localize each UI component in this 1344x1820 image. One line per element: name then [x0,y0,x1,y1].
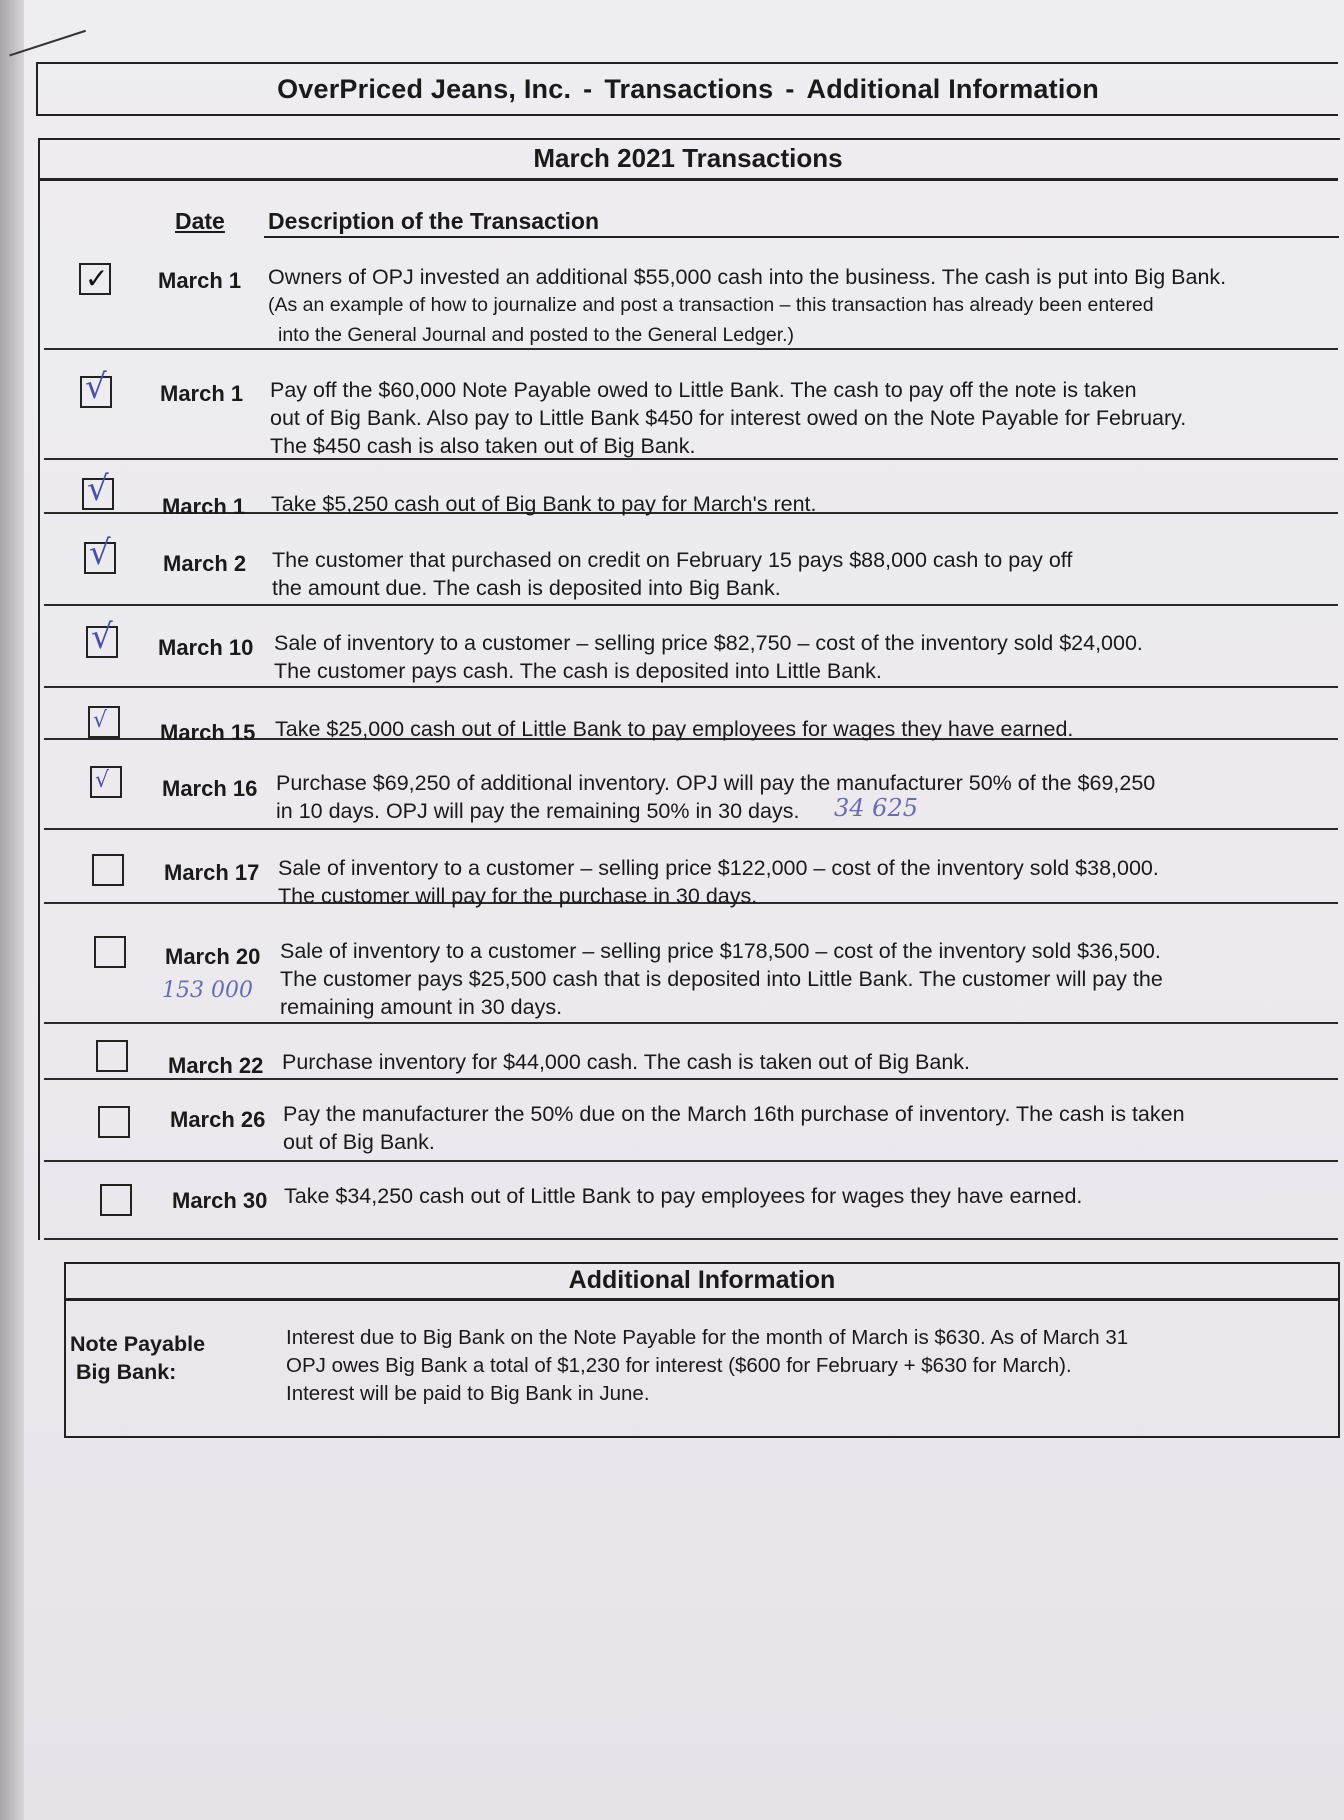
transaction-description: Purchase inventory for $44,000 cash. The cash is taken out of Big Bank. [282,1050,971,1074]
transaction-date: March 16 [162,776,258,801]
label-line: Note Payable [70,1332,206,1356]
transaction-description: Sale of inventory to a customer – selling price $122,000 – cost of the inventory sold $38,000. [278,856,1159,880]
transaction-description: Sale of inventory to a customer – selling price $178,500 – cost of the inventory sold $36,500. [280,939,1161,963]
handwritten-note: 153 000 [162,978,253,1003]
transaction-date: March 17 [164,860,260,885]
row-checkbox[interactable] [100,1184,132,1216]
additional-info-text [286,1324,1128,1408]
date-column-header: Date [175,208,225,234]
transaction-description: into the General Journal and posted to the General Ledger.) [278,324,795,346]
row-checkbox[interactable] [80,367,112,408]
transaction-description: in 10 days. OPJ will pay the remaining 50% in 30 days. [276,799,800,823]
pen-mark-icon: √ [95,768,110,793]
handwritten-note: 34 625 [834,794,918,822]
additional-info-header: Additional Information [64,1262,1340,1301]
transaction-description: Take $25,000 cash out of Little Bank to pay employees for wages they have earned. [275,717,1074,741]
transaction-date: March 1 [162,494,246,519]
row-checkbox[interactable] [90,766,122,798]
info-line: OPJ owes Big Bank a total of $1,230 for interest ($600 for February + $630 for March). [286,1354,1072,1377]
pen-mark-icon: √ [93,708,108,733]
transaction-description: The customer pays $25,500 cash that is deposited into Little Bank. The customer will pay the [280,967,1163,991]
document-title [36,62,1338,116]
transaction-description: out of Big Bank. Also pay to Little Bank $450 for interest owed on the Note Payable for February. [270,406,1187,430]
transaction-description: remaining amount in 30 days. [280,995,563,1019]
company-name: OverPriced Jeans, Inc. [277,73,572,104]
row-checkbox[interactable] [96,1040,128,1072]
transaction-description: Purchase $69,250 of additional inventory. OPJ will pay the manufacturer 50% of the $69,250 [276,771,1156,795]
title-separator: - [583,73,593,104]
transaction-description: Pay the manufacturer the 50% due on the March 16th purchase of inventory. The cash is taken [283,1102,1185,1126]
label-line: Big Bank: [76,1360,177,1384]
pen-check-icon: √ [87,469,109,509]
transaction-description: Take $34,250 cash out of Little Bank to pay employees for wages they have earned. [284,1184,1083,1208]
page-edge-shadow [0,0,24,1820]
transaction-date: March 30 [172,1188,268,1213]
transaction-date: March 22 [168,1053,264,1078]
transaction-date: March 1 [158,268,242,293]
transaction-description: Owners of OPJ invested an additional $55,000 cash into the business. The cash is put into Big Bank. [268,265,1227,289]
title-additional: Additional Information [806,73,1099,104]
title-separator: - [785,73,795,104]
check-icon: ✓ [85,262,109,295]
pen-check-icon: √ [89,533,111,573]
transaction-description: Sale of inventory to a customer – selling price $82,750 – cost of the inventory sold $24,000. [274,631,1143,655]
transaction-date: March 20 [165,944,261,969]
row-checkbox[interactable] [82,469,114,510]
row-checkbox[interactable] [86,617,118,658]
pen-check-icon: √ [91,617,113,657]
row-checkbox[interactable] [84,533,116,574]
info-line: Interest due to Big Bank on the Note Payable for the month of March is $630. As of March 31 [286,1326,1129,1349]
transaction-description: (As an example of how to journalize and post a transaction – this transaction has already been entered [268,294,1154,316]
transaction-description: The $450 cash is also taken out of Big Bank. [270,434,696,458]
row-checkbox[interactable] [79,263,111,295]
transaction-description: The customer that purchased on credit on February 15 pays $88,000 cash to pay off [272,548,1073,572]
transaction-description: out of Big Bank. [283,1130,435,1154]
note-payable-label [70,1330,205,1386]
pen-check-icon: √ [85,367,107,407]
transaction-date: March 2 [163,551,247,576]
transactions-header: March 2021 Transactions [38,138,1338,181]
transaction-description: the amount due. The cash is deposited into Big Bank. [272,576,781,600]
transaction-description: The customer will pay for the purchase in 30 days. [278,884,758,908]
transaction-date: March 1 [160,381,244,406]
transaction-description: The customer pays cash. The cash is deposited into Little Bank. [274,659,882,683]
info-line: Interest will be paid to Big Bank in June. [286,1382,650,1405]
transaction-description: Pay off the $60,000 Note Payable owed to Little Bank. The cash to pay off the note is taken [270,378,1137,402]
transaction-description: Take $5,250 cash out of Big Bank to pay for March's rent. [271,492,817,516]
row-checkbox[interactable] [94,936,126,968]
row-checkbox[interactable] [98,1106,130,1138]
transaction-date: March 15 [160,720,256,745]
title-transactions: Transactions [604,73,774,104]
row-checkbox[interactable] [92,854,124,886]
transaction-date: March 10 [158,635,254,660]
description-column-header: Description of the Transaction [268,208,599,234]
row-checkbox[interactable] [88,706,120,738]
transaction-date: March 26 [170,1107,266,1132]
